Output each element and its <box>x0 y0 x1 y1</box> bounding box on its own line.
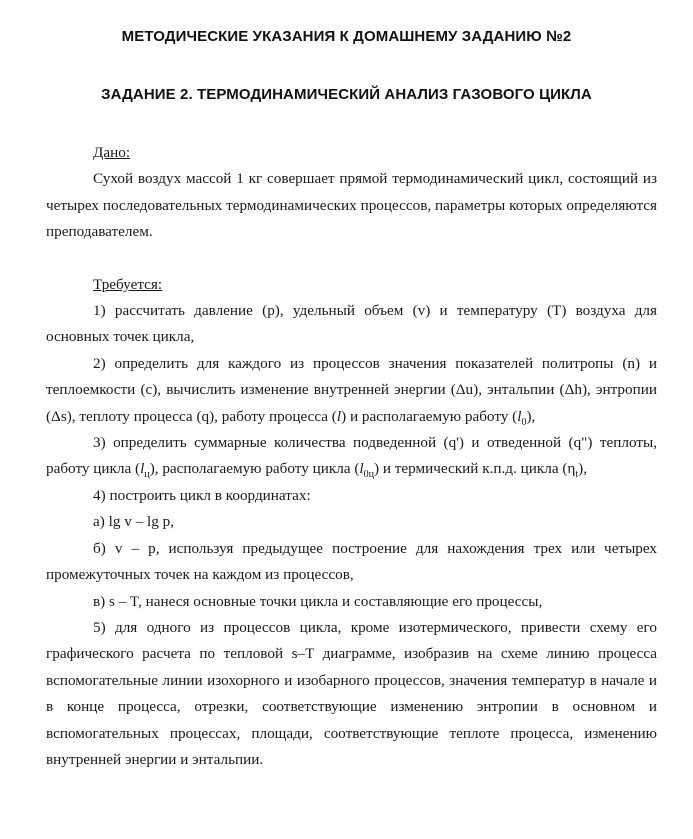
document-title: МЕТОДИЧЕСКИЕ УКАЗАНИЯ К ДОМАШНЕМУ ЗАДАНИЮ №2 <box>121 28 572 45</box>
given-heading: Дано: <box>93 144 131 161</box>
requirement-item-4: 4) построить цикл в координатах: <box>93 486 311 504</box>
requirement-item-2: 2) определить для каждого из процессов значения показателей политропы (n) и теплоемкости (c), вычислить изменение внутренней энергии (Δu), энтальпии (Δh), энтропии (Δs), теплоту процесса (q), работу процесса (l) и располагаемую работу $(l_0)$, <box>46 354 657 428</box>
requirement-item-4a: а) lg v – lg p, <box>93 513 174 531</box>
requirement-item-3: 3) определить суммарные количества подведенной (q') и отведенной (q") теплоты, работу цикла $(l_ц)$, располагаемую работу цикла $(l_{0ц})$ и термический к.п.д. цикла $(\eta_t)$, <box>46 434 657 481</box>
document-body <box>46 140 657 773</box>
requirement-item-1: 1) рассчитать давление (p), удельный объем (v) и температуру (T) воздуха для основных точек цикла, <box>46 302 657 346</box>
requirement-item-4b: б) v – p, используя предыдущее построение для нахождения трех или четырех промежуточных точек на каждом из процессов, <box>46 539 657 584</box>
requirement-item-5: 5) для одного из процессов цикла, кроме изотермического, привести схему его графического расчета по тепловой s–T диаграмме, изобразив на схеме линию процесса вспомогательные линии изохорного и изобарного процессов, значения температур в начале и в конце процесса, отрезки, соответствующие изменению энтропии в основном и вспомогательных процессах, площади, соответствующие теплоте процесса, изменению внутренней энергии и энтальпии. <box>46 618 657 768</box>
required-heading: Требуется: <box>93 275 163 293</box>
given-paragraph: Сухой воздух массой 1 кг совершает прямой термодинамический цикл, состоящий из четырех последовательных термодинамических процессов, параметры которых определяются преподавателем. <box>46 170 657 241</box>
task-title: ЗАДАНИЕ 2. ТЕРМОДИНАМИЧЕСКИЙ АНАЛИЗ ГАЗОВОГО ЦИКЛА <box>101 86 592 103</box>
requirement-item-4c: в) s – T, нанеся основные точки цикла и составляющие его процессы, <box>93 592 543 610</box>
